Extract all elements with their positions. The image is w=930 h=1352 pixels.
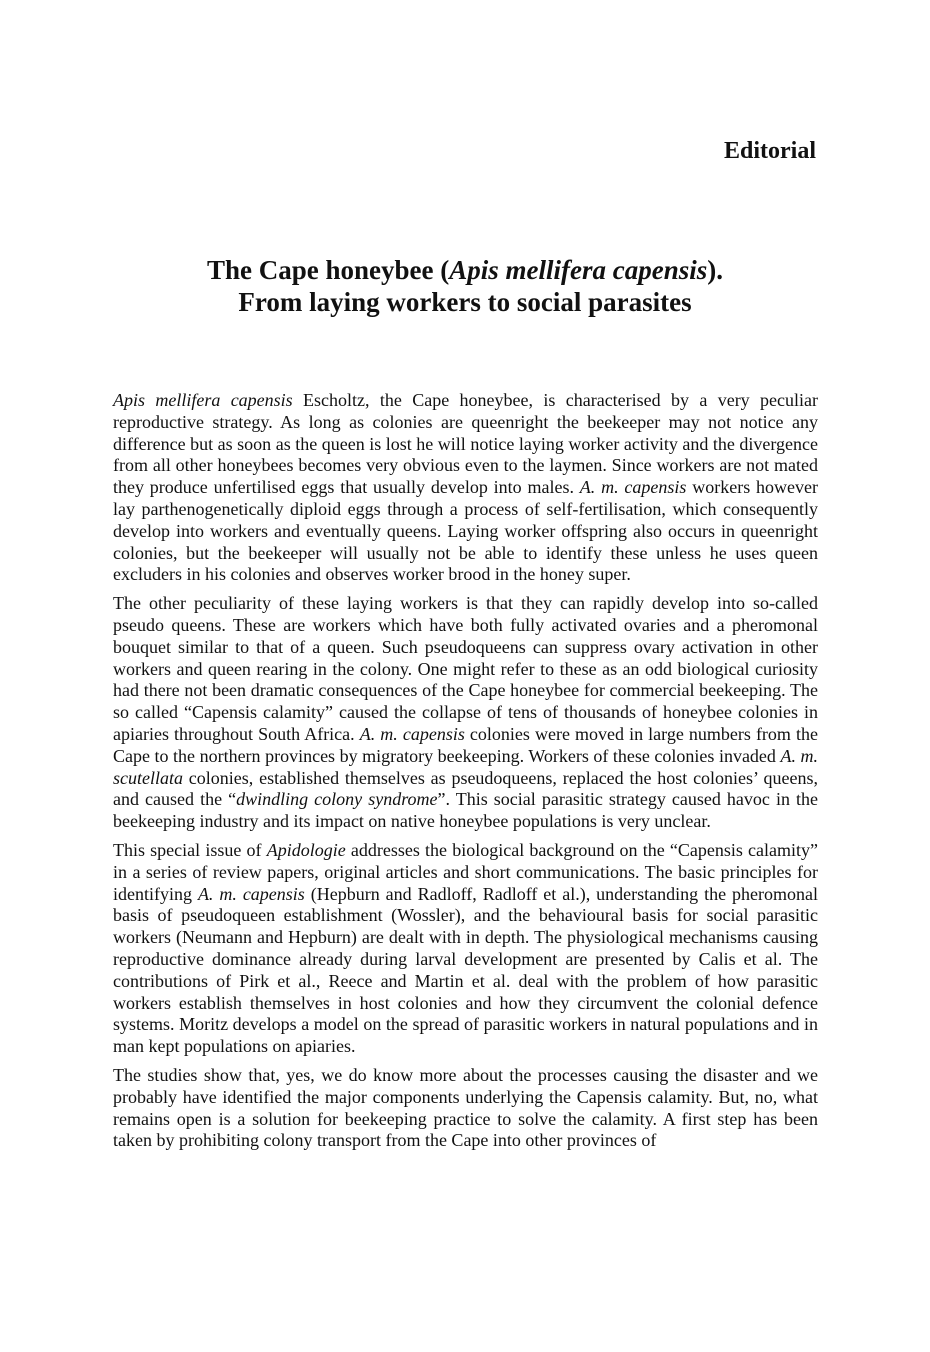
- text-run: This special issue of: [113, 839, 267, 860]
- title-line-2: From laying workers to social parasites: [238, 287, 692, 317]
- paragraph: [113, 593, 818, 833]
- text-run: Escholtz, the Cape honeybee, is characterised by a very peculiar reproductive strategy. As long as colonies are queenright the beekeeper may not notice any difference but as soon as the queen is lost he will notice laying worker activity and the divergence from all other honeybees becomes very obvious even to the laymen. Since workers are not mated they produce unfertilised eggs that usually develop into males.: [113, 390, 818, 498]
- paragraph: [113, 840, 818, 1058]
- italic-text: Apidologie: [266, 839, 346, 860]
- text-run: colonies, established themselves as pseudoqueens, replaced the host colonies’ queens, and caused the “: [113, 767, 818, 810]
- paragraph: [113, 390, 818, 586]
- text-run: The studies show that, yes, we do know more about the processes causing the disaster and we probably have identified the major components underlying the Capensis calamity. But, no, what remains open is a solution for beekeeping practice to solve the calamity. A first step has been taken by prohibiting colony transport from the Cape into other provinces of: [113, 1064, 818, 1151]
- title-suffix: ).: [707, 255, 723, 285]
- italic-text: Apis mellifera capensis: [113, 390, 293, 410]
- italic-text: dwindling colony syndrome: [236, 789, 438, 810]
- italic-text: A. m. capensis: [197, 883, 305, 904]
- title-species: Apis mellifera capensis: [449, 255, 708, 285]
- article-title: [0, 254, 930, 318]
- text-run: colonies were moved in large numbers from the Cape to the northern provinces by migratory beekeeping. Workers of these colonies invaded: [113, 723, 818, 766]
- text-run: ”. This social parasitic strategy caused havoc in the beekeeping industry and its impact on native honeybee populations is very unclear.: [113, 789, 818, 832]
- section-label: Editorial: [723, 138, 816, 164]
- text-run: (Hepburn and Radloff, Radloff et al.), understanding the pheromonal basis of pseudoqueen establishment (Wossler), and the behavioural basis for social parasitic workers (Neumann and Hepburn) are dealt with in depth. The physiological mechanisms causing reproductive dominance already during larval development are presented by Calis et al. The contributions of Pirk et al., Reece and Martin et al. deal with the problem of how parasitic workers establish themselves in host colonies and how they circumvent the colonial defence systems. Moritz develops a model on the spread of parasitic workers in natural populations and in man kept populations on apiaries.: [113, 883, 818, 1057]
- text-run: The other peculiarity of these laying workers is that they can rapidly develop into so-called pseudo queens. These are workers which have both fully activated ovaries and a pheromonal bouquet similar to that of a queen. Such pseudoqueens can suppress ovary activation in other workers and queen rearing in the colony. One might refer to these as an odd biological curiosity had there not been dramatic consequences of the Cape honeybee for commercial beekeeping. The so called “Capensis calamity” caused the collapse of tens of thousands of honeybee colonies in apiaries throughout South Africa.: [113, 593, 818, 744]
- paragraph: [113, 1065, 818, 1152]
- title-prefix: The Cape honeybee (: [207, 255, 450, 285]
- text-run: workers however lay parthenogenetically diploid eggs through a process of self-fertilisation, which consequently develop into workers and eventually queens. Laying worker offspring also occurs in queenright colonies, but the beekeeper will usually not be able to identify these unless he uses queen excluders in his colonies and observes worker brood in the honey super.: [113, 477, 819, 585]
- italic-text: A. m. scutellata: [113, 745, 818, 788]
- italic-text: A. m. capensis: [359, 723, 465, 744]
- text-run: addresses the biological background on the “Capensis calamity” in a series of review papers, original articles and short communications. The basic principles for identifying: [113, 839, 818, 904]
- italic-text: A. m. capensis: [579, 477, 687, 498]
- article-body: [113, 390, 818, 1159]
- title-line-1: [0, 254, 930, 286]
